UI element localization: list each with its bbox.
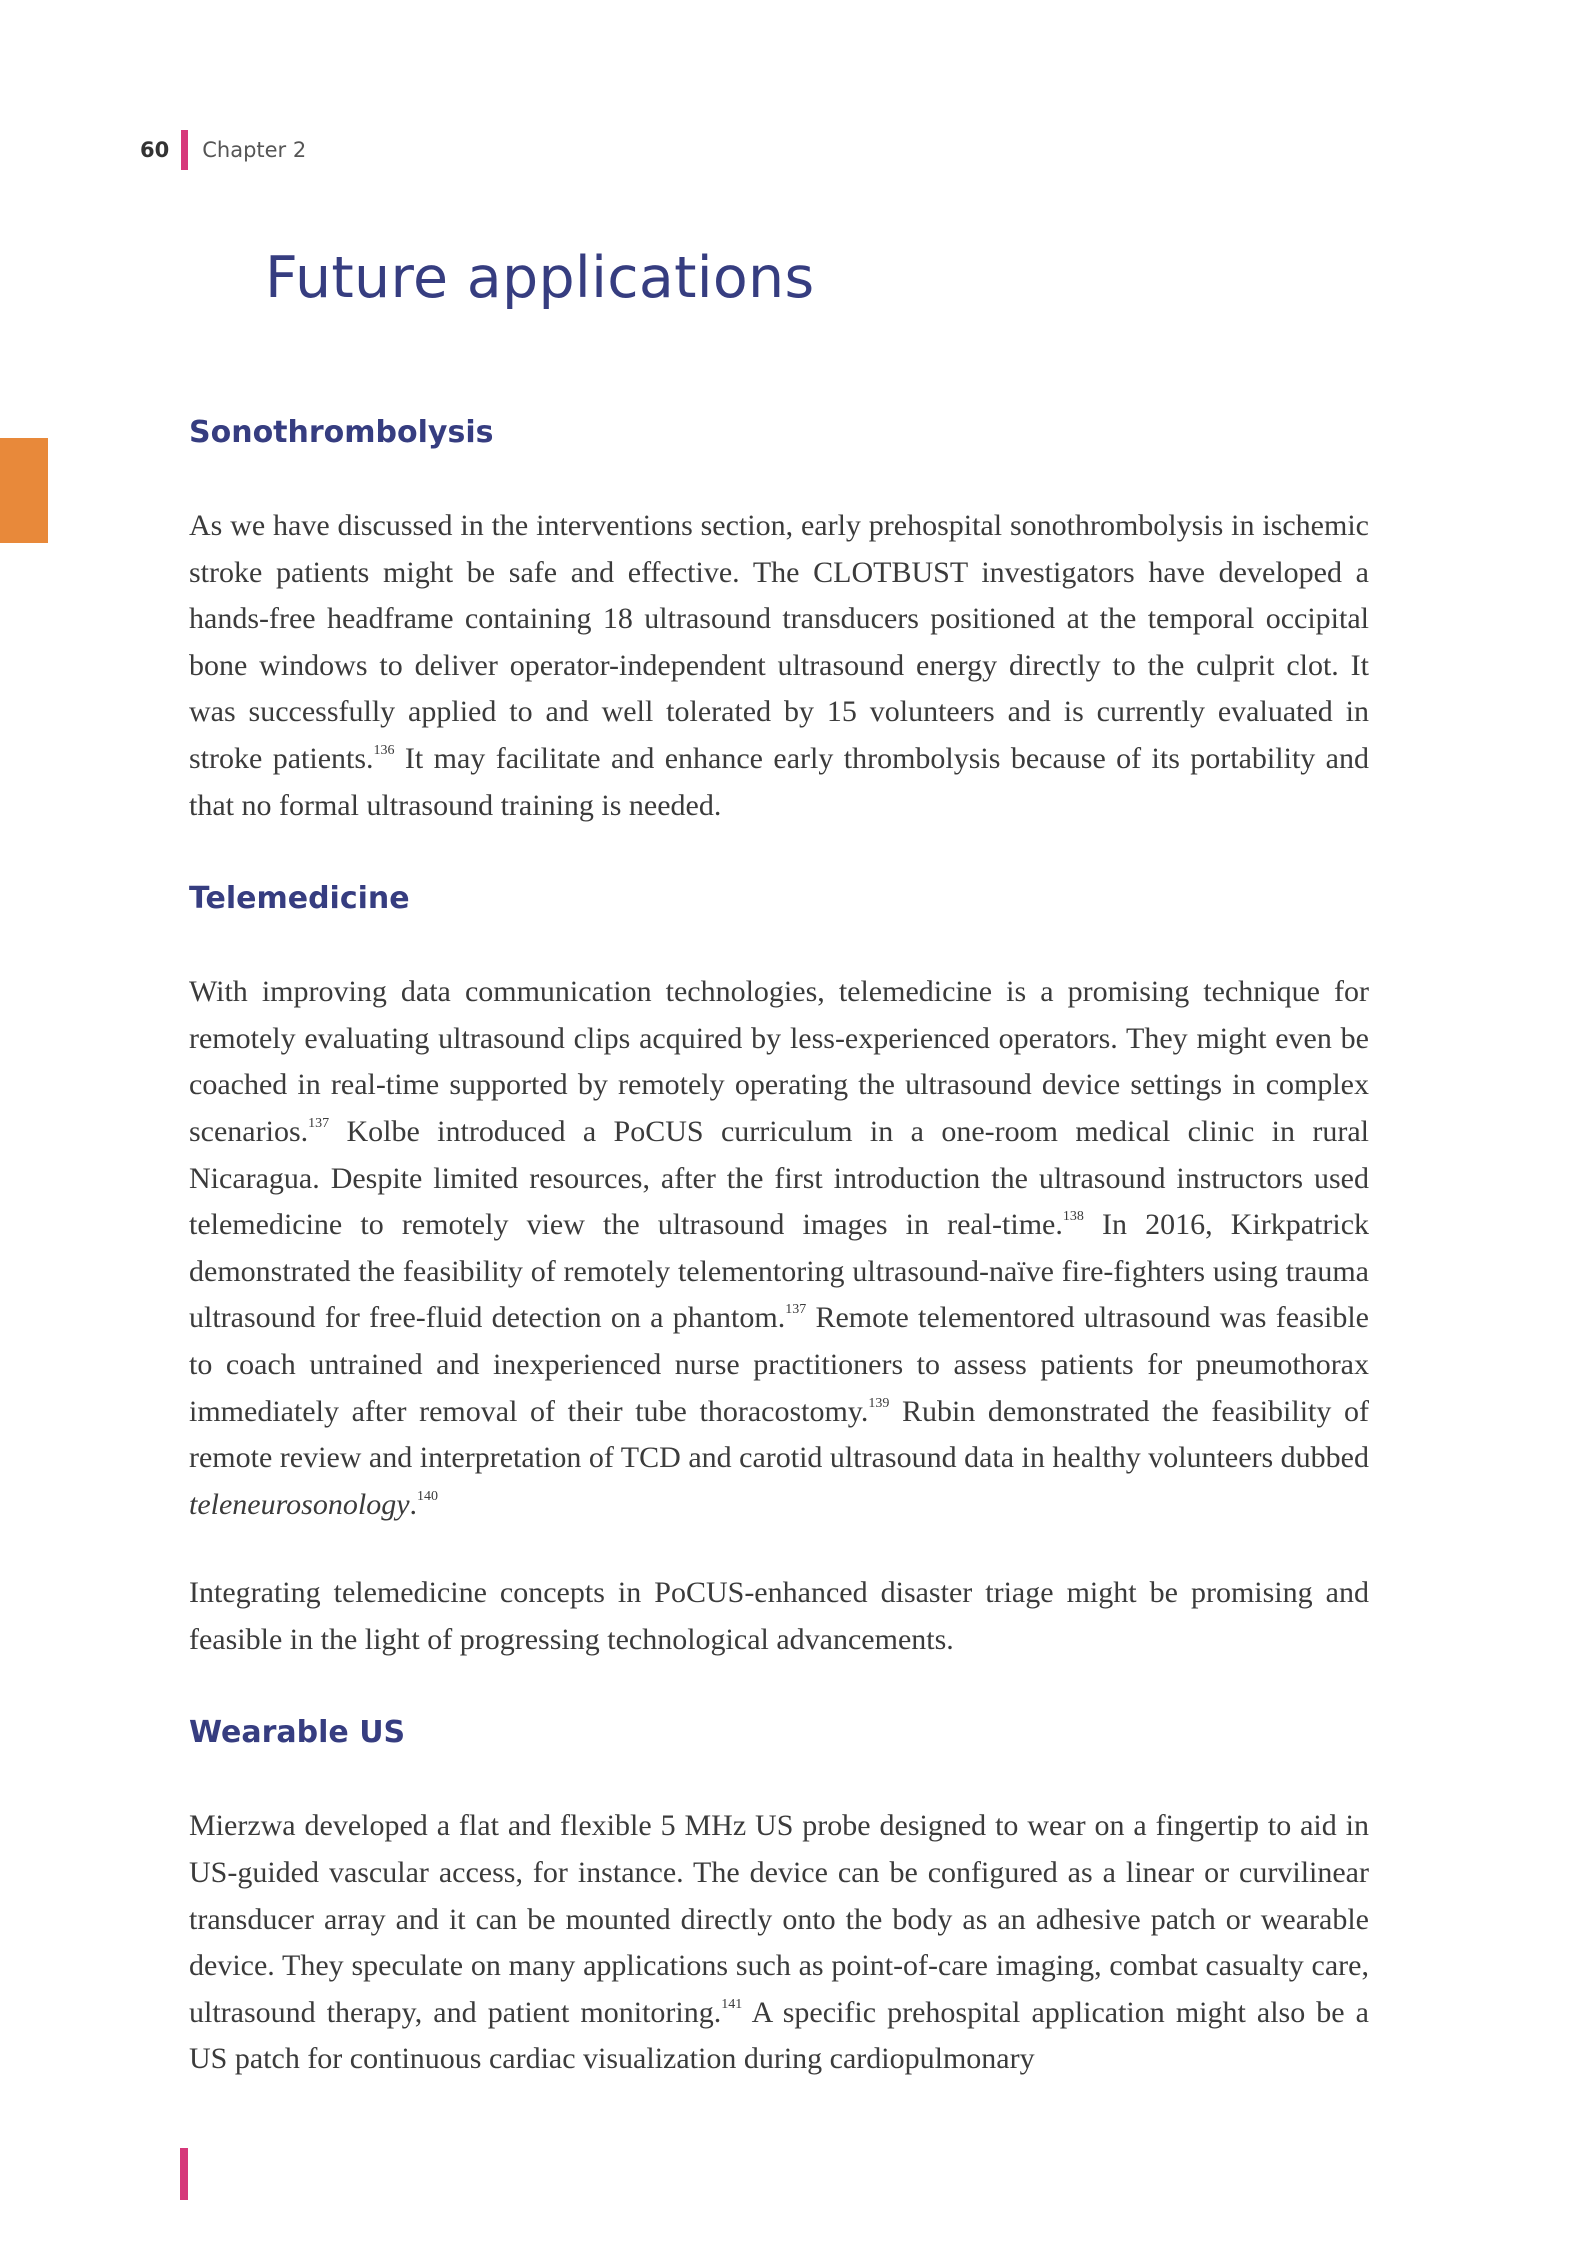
page-body	[189, 405, 1369, 2083]
section-heading-telemedicine: Telemedicine	[189, 881, 410, 917]
paragraph-text: Rubin demonstrated the feasibility of remote review and interpretation of TCD and carotid ultrasound data in healthy volunteers dubbed	[189, 1394, 1369, 1475]
chapter-side-tab	[0, 438, 48, 543]
paragraph-text: A specific prehospital application might also be a US patch for continuous cardiac visualization during cardiopulmonary	[189, 1995, 1369, 2076]
reference-marker: 138	[1062, 1209, 1084, 1225]
reference-marker: 140	[417, 1488, 439, 1504]
paragraph-text: In 2016, Kirkpatrick demonstrated the feasibility of remotely telementoring ultrasound-naïve fire-fighters using trauma ultrasound for free-fluid detection on a phantom.	[189, 1208, 1370, 1335]
page-title: Future applications	[265, 245, 815, 311]
reference-marker: 141	[721, 1996, 743, 2012]
reference-marker: 137	[308, 1115, 330, 1131]
reference-marker: 136	[373, 742, 395, 758]
paragraph-sonothrombolysis	[189, 503, 1369, 829]
paragraph-text: .	[409, 1487, 418, 1521]
paragraph-text: It may facilitate and enhance early thrombolysis because of its portability and that no formal ultrasound training is needed.	[189, 741, 1369, 822]
page-number: 60	[140, 138, 170, 162]
paragraph-text: As we have discussed in the interventions section, early prehospital sonothrombolysis in ischemic stroke patients might be safe and effective. The CLOTBUST investigators have developed a hands-free headframe containing 18 ultrasound transducers positioned at the temporal occipital bone windows to deliver operator-independent ultrasound energy directly to the culprit clot. It was successfully applied to and well tolerated by 15 volunteers and is currently evaluated in stroke patients.	[189, 509, 1369, 775]
paragraph-text: Mierzwa developed a flat and flexible 5 MHz US probe designed to wear on a fingertip to aid in US-guided vascular access, for instance. The device can be configured as a linear or curvilinear transducer array and it can be mounted directly onto the body as an adhesive patch or wearable device. They speculate on many applications such as point-of-care imaging, combat casualty care, ultrasound therapy, and patient monitoring.	[189, 1809, 1369, 2029]
running-header	[140, 130, 306, 170]
reference-marker: 137	[785, 1302, 807, 1318]
paragraph-text: With improving data communication technologies, telemedicine is a promising technique for remotely evaluating ultrasound clips acquired by less-experienced operators. They might even be coached in real-time supported by remotely operating the ultrasound device settings in complex scenarios.	[189, 975, 1369, 1148]
paragraph-text: Remote telementored ultrasound was feasible to coach untrained and inexperienced nurse practitioners to assess patients for pneumothorax immediately after removal of their tube thoracostomy.	[189, 1301, 1369, 1428]
header-accent-bar	[181, 130, 188, 170]
paragraph-telemedicine-1	[189, 969, 1369, 1528]
italic-term: teleneurosonology	[189, 1487, 410, 1521]
footer-accent-bar	[180, 2148, 188, 2200]
chapter-label: Chapter 2	[202, 138, 307, 162]
paragraph-telemedicine-2: Integrating telemedicine concepts in PoCUS-enhanced disaster triage might be promising and feasible in the light of progressing technological advancements.	[189, 1576, 1369, 1656]
section-heading-sonothrombolysis: Sonothrombolysis	[189, 415, 494, 450]
section-heading-wearable-us: Wearable US	[189, 1715, 406, 1751]
paragraph-wearable-us	[189, 1803, 1369, 2083]
reference-marker: 139	[868, 1395, 890, 1411]
paragraph-text: Kolbe introduced a PoCUS curriculum in a one-room medical clinic in rural Nicaragua. Despite limited resources, after the first introduction the ultrasound instructors used telemedicine to remotely view the ultrasound images in real-time.	[189, 1114, 1369, 1242]
